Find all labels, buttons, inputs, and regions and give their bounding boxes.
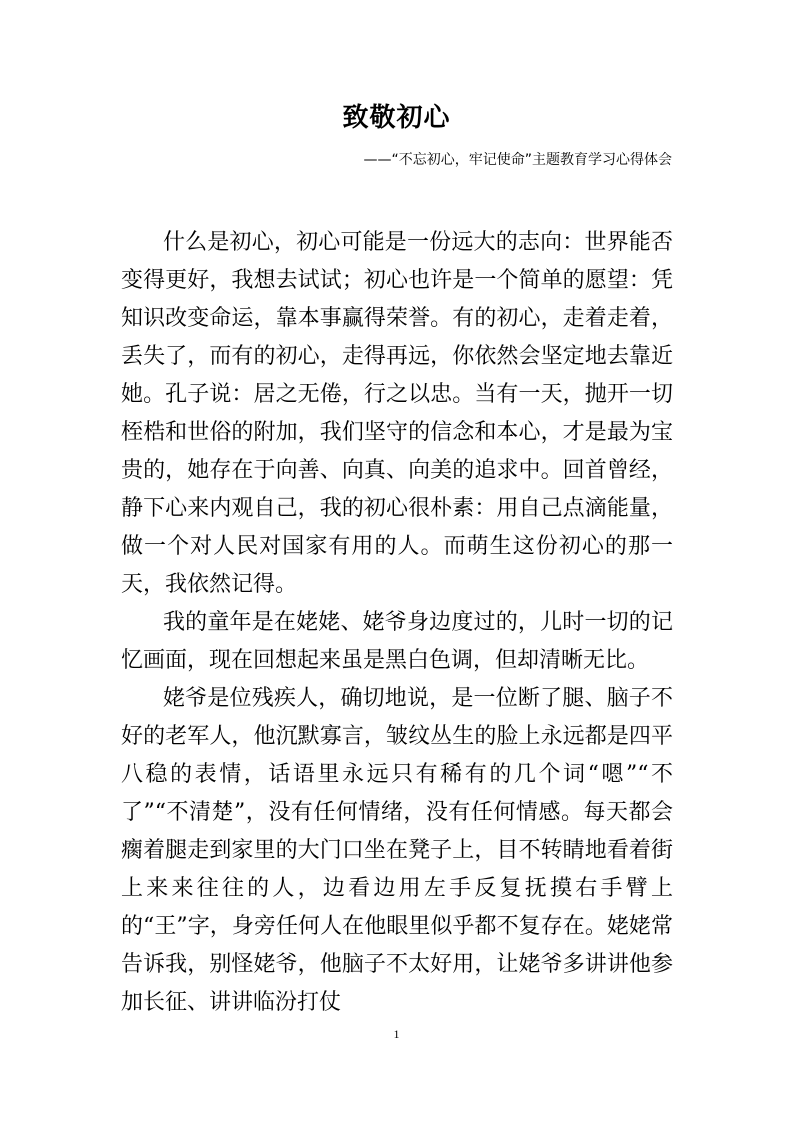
document-subtitle: ——“不忘初心，牢记使命”主题教育学习心得体会 bbox=[363, 152, 672, 168]
document-body bbox=[121, 224, 673, 1022]
paragraph: 我的童年是在姥姥、姥爷身边度过的，儿时一切的记忆画面，现在回想起来虽是黑白色调，但却清晰无比。 bbox=[121, 610, 673, 673]
paragraph: 姥爷是位残疾人，确切地说，是一位断了腿、脑子不好的老军人，他沉默寡言，皱纹丛生的脸上永远都是四平八稳的表情，话语里永远只有稀有的几个词“嗯”“不了”“不清楚”，没有任何情绪，没有任何情感。每天都会瘸着腿走到家里的大门口坐在凳子上，目不转睛地看着街上来来往往的人，边看边用左手反复抚摸右手臂上的“王”字，身旁任何人在他眼里似乎都不复存在。姥姥常告诉我，别怪姥爷，他脑子不太好用，让姥爷多讲讲他参加长征、讲讲临汾打仗 bbox=[121, 686, 673, 1015]
paragraph: 什么是初心，初心可能是一份远大的志向：世界能否变得更好，我想去试试；初心也许是一个简单的愿望：凭知识改变命运，靠本事赢得荣誉。有的初心，走着走着，丢失了，而有的初心，走得再远，你依然会坚定地去靠近她。孔子说：居之无倦，行之以忠。当有一天，抛开一切桎梏和世俗的附加，我们坚守的信念和本心，才是最为宝贵的，她存在于向善、向真、向美的追求中。回首曾经，静下心来内观自己，我的初心很朴素：用自己点滴能量，做一个对人民对国家有用的人。而萌生这份初心的那一天，我依然记得。 bbox=[121, 230, 673, 597]
page-number: 1 bbox=[393, 1027, 400, 1041]
document-title: 致敬初心 bbox=[342, 103, 451, 133]
